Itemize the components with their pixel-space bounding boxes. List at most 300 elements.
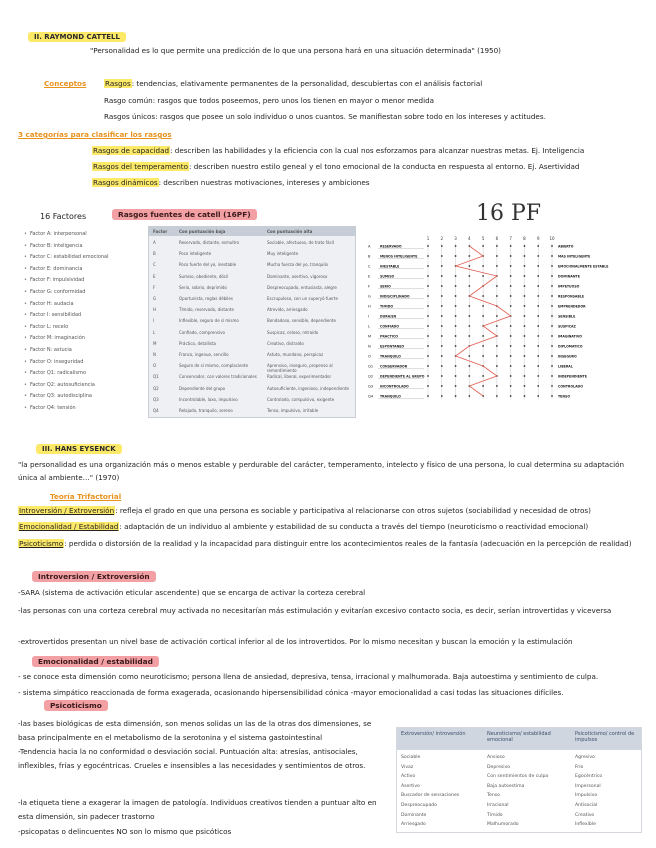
pf-high-label: EMPRENDEDOR [558, 304, 586, 309]
pf-dot [496, 265, 498, 267]
pf-dot [482, 345, 484, 347]
pf-row-index: C [368, 264, 371, 269]
pf-dot [510, 325, 512, 327]
pf-dot [551, 355, 553, 357]
factor-item: • Factor G: conformidad [24, 289, 85, 295]
psi-item-4: -psicopatas o delincuentes NO son lo mismo que psicóticos [18, 827, 232, 836]
eysenck-trait-cell: Tímido [487, 812, 503, 818]
cattell-quote: "Personalidad es lo que permite una predicción de lo que una persona hará en una situación determinada" (1950) [90, 46, 501, 55]
pf-low-label: TIMIDO [380, 304, 394, 309]
pf-dot [510, 245, 512, 247]
pf-dot [537, 325, 539, 327]
pf-dot [455, 255, 457, 257]
fuentes-factor-cell: Q1 [153, 374, 159, 380]
fuentes-factor-cell: N [153, 352, 156, 357]
pf-dot [524, 375, 526, 377]
pf-low-label: TRANQUILO [380, 394, 401, 399]
pf-dot [482, 245, 484, 247]
pf-dot [496, 245, 498, 247]
pf-dot [468, 355, 470, 357]
fuentes-low-cell: Relajado, tranquilo, sereno [179, 408, 233, 413]
pf-dot [524, 385, 526, 387]
pf-dot [551, 345, 553, 347]
pf-dot [551, 385, 553, 387]
pf-dot [551, 315, 553, 317]
pf-dot [427, 385, 429, 387]
pf-dot [468, 255, 470, 257]
factor-item: • Factor O: inseguridad [24, 359, 83, 365]
pf-dot [537, 265, 539, 267]
pf-low-label: RESERVADO [380, 244, 402, 249]
factor-item: • Factor N: astucia [24, 347, 72, 353]
pf-dot [468, 335, 470, 337]
psi-item-2: -Tendencia hacia la no conformidad o desviación social. Puntuación alta: atresías, antisociales, inflexibles, frías y egocéntricas. Crueles e insensibles a las necesidades y sentimientos de otros. [18, 747, 366, 771]
fuentes-high-cell: Mucha fuerza del yo, tranquilo [267, 262, 328, 268]
pf-dot [496, 365, 498, 367]
fuentes-high-cell: Bondadoso, sensible, dependiente [267, 318, 336, 324]
fuentes-low-cell: Serio, sobrio, deprimido [179, 284, 227, 290]
pf-dot [427, 315, 429, 317]
pf-high-label: CONTROLADO [558, 384, 583, 389]
fuentes-low-cell: Sumiso, obediente, dócil [179, 273, 229, 279]
pf-dot [482, 315, 484, 317]
pf-low-label: MENOS INTELIGENTE [380, 254, 418, 259]
pf-high-label: IMAGINATIVO [558, 334, 582, 339]
fuentes-factor-cell: E [153, 273, 156, 279]
pf-dot [427, 375, 429, 377]
factor-item: • Factor Q4: tensión [24, 405, 76, 411]
pf-dot [537, 345, 539, 347]
pf-row-index: A [368, 244, 371, 249]
pf-dot [510, 305, 512, 307]
pf-dot [537, 255, 539, 257]
eysenck-trait-cell: Impersonal [575, 783, 601, 789]
eysenck-trait-cell: Creativo [575, 812, 595, 818]
fuentes-table [148, 226, 356, 418]
fuentes-low-cell: Práctico, detallista [179, 340, 216, 346]
pf-dot [524, 265, 526, 267]
pf-dot [510, 375, 512, 377]
factor-item: • Factor E: dominancia [24, 266, 82, 272]
pf-dot [427, 255, 429, 257]
pf-dot [441, 335, 443, 337]
pf-dot [441, 285, 443, 287]
pf-high-label: DIPLOMATICO [558, 344, 583, 349]
fuentes-header-high: Con puntuación alta [267, 229, 313, 234]
pf-dot [441, 305, 443, 307]
eysenck-trait-cell: Baja autoestima [487, 783, 525, 789]
fuentes-low-cell: Poco inteligente [179, 251, 212, 257]
pf-dot [524, 365, 526, 367]
rasgos-unicos: Rasgos únicos: rasgos que posee un solo individuo o unos cuantos. Se manifiestan sobre todo en los intereses y actitudes. [104, 112, 546, 121]
pf-row-index: H [368, 304, 371, 309]
pf-dot [441, 315, 443, 317]
fuentes-high-cell: Tenso, impulsivo, irritable [267, 408, 319, 413]
eysenck-trait-cell: Antisocial [575, 803, 598, 808]
pf-dot [537, 275, 539, 277]
pf-chart [366, 232, 609, 412]
pf-dot [427, 335, 429, 337]
pf-dot [551, 295, 553, 297]
pf-dot [441, 275, 443, 277]
pf-dot [524, 255, 526, 257]
pf-dot [427, 295, 429, 297]
pf-dot [510, 345, 512, 347]
pf-dot [441, 325, 443, 327]
pf-dot [468, 365, 470, 367]
pf-low-label: CONSERVADOR [380, 364, 408, 369]
pf-row-index: Q1 [368, 364, 374, 369]
pf-dot [455, 335, 457, 337]
fuentes-high-cell: Radical, liberal, experimentador [267, 374, 332, 380]
emo-item-2: - sistema simpático reaccionada de forma exagerada, ocasionando hipersensibilidad cónica -mayor emocionalidad a casi todas las situaciones difíciles. [18, 688, 564, 697]
pf-scale-label: 6 [495, 236, 499, 241]
pf-dot [524, 305, 526, 307]
pf-dot [427, 245, 429, 247]
eysenck-trait-cell: Irracional [487, 803, 509, 808]
pf-dot [537, 365, 539, 367]
pf-dot [427, 325, 429, 327]
fuentes-factor-cell: I [153, 318, 155, 324]
fuentes-high-cell: Aprensivo, inseguro, propenso al remordimiento [267, 363, 333, 374]
factor-item: • Factor H: audacia [24, 301, 74, 307]
pf-row-index: M [368, 334, 372, 339]
fuentes-high-cell: Sociable, afectuoso, de trato fácil [267, 240, 335, 245]
eysenck-trait-cell: Frío [575, 764, 584, 770]
fuentes-high-cell: Despreocupado, entusiasta, alegre [267, 284, 337, 290]
fuentes-factor-cell: M [153, 340, 157, 346]
ext-item-1: -SARA (sistema de activación eticular ascendente) que se encarga de activar la corteza cerebral [18, 588, 366, 597]
pf-scale-label: 5 [481, 236, 485, 241]
pf-dot [524, 325, 526, 327]
fuentes-high-cell: Creativo, distraído [267, 340, 304, 346]
pf-dot [468, 305, 470, 307]
cattell-heading: II. RAYMOND CATTELL [28, 32, 126, 42]
pf-low-label: SERIO [380, 284, 391, 289]
pf-dot [455, 295, 457, 297]
rasgos-temperamento: Rasgos del temperamento: describen nuestro estilo geneal y el tono emocional de la conducta en respuesta al entorno. Ej. Asertividad [93, 162, 580, 171]
pf-low-label: CONFIADO [380, 324, 399, 329]
emo-item-1: - se conoce esta dimensión como neuroticismo; persona llena de ansiedad, depresiva, tensa, irracional y malhumorada. Baja autoestima y sentimiento de culpa. [18, 672, 599, 681]
pf-high-label: DOMINANTE [558, 274, 580, 279]
conceptos-label: Conceptos [44, 79, 87, 88]
ept-header-extraversion: Extroversión/ introversión [401, 731, 466, 737]
eysenck-trait-cell: Inflexible [575, 822, 596, 828]
pf-dot [524, 335, 526, 337]
pf-high-label: EMOCIONALMENTE ESTABLE [558, 264, 609, 269]
pf-low-label: PRACTICO [380, 334, 399, 339]
factor-item: • Factor Q3: autodisciplina [24, 393, 92, 399]
factor-item: • Factor B: inteligencia [24, 243, 83, 249]
pf-dot [496, 385, 498, 387]
pf-dot [427, 265, 429, 267]
pf-dot [455, 365, 457, 367]
pf-dot [482, 275, 484, 277]
pf-high-label: RESPONSABLE [558, 294, 585, 299]
pf-dot [455, 325, 457, 327]
eysenck-trait-cell: Agresivo [575, 755, 595, 760]
pf-low-label: DURA/EN [380, 314, 397, 319]
pf-dot [551, 245, 553, 247]
pf-row-index: Q3 [368, 384, 374, 389]
pf-dot [537, 295, 539, 297]
factor-item: • Factor L: recelo [24, 324, 68, 330]
pf-dot [496, 325, 498, 327]
pf-low-label: TRANQUILO [380, 354, 401, 359]
pf-dot [441, 395, 443, 397]
eysenck-trait-cell: Depresivo [487, 764, 511, 770]
fuentes-low-cell: Conservador, con valores tradicionales [179, 374, 257, 380]
pf-high-label: SUSPICAZ [558, 324, 576, 329]
pf-dot [427, 345, 429, 347]
pf-high-label: INSEGURO [558, 354, 577, 359]
pf-dot [551, 395, 553, 397]
pf-dot [468, 315, 470, 317]
pf-dot [468, 285, 470, 287]
pf-row-index: F [368, 284, 371, 289]
pf-low-label: INCONTROLADO [380, 384, 409, 389]
pf-dot [496, 295, 498, 297]
pf-dot [455, 315, 457, 317]
fuentes-low-cell: Tímido, reservado, distante [179, 307, 234, 313]
pf-dot [441, 375, 443, 377]
pf-scale-label: 1 [426, 236, 430, 241]
pf-dot [510, 355, 512, 357]
eysenck-traits-table [396, 727, 642, 833]
pf-row-index: G [368, 294, 371, 299]
eysenck-heading: III. HANS EYSENCK [36, 444, 122, 454]
eysenck-trait-cell: Impulsivo [575, 793, 598, 799]
sec-emocionalidad: Emocionalidad / estabilidad [32, 657, 159, 666]
pf-dot [537, 395, 539, 397]
pf-row-index: O [368, 354, 371, 359]
psi-item-3: -la etiqueta tiene a exagerar la imagen de patología. Individuos creativos tienden a puntuar alto en esta dimensión, sin padecer trastorno [18, 798, 377, 822]
pf-high-label: INDEPENDIENTE [558, 374, 587, 379]
fuentes-factor-cell: F [153, 284, 156, 290]
pf-dot [441, 255, 443, 257]
pf-dot [537, 385, 539, 387]
ept-header-neuroticismo: Neuroticismo/ estabilidad emocional [487, 731, 551, 743]
pf-dot [427, 285, 429, 287]
eysenck-trait-cell: Malhumorado [487, 822, 519, 828]
eysenck-trait-cell: Despreocupado [401, 803, 437, 808]
fuentes-low-cell: Poco fuerte del yo, inestable [179, 262, 237, 268]
pf-dot [524, 285, 526, 287]
pf-scale-label: 4 [468, 236, 471, 241]
pf-dot [496, 355, 498, 357]
fuentes-low-cell: Reservado, distante, esmultro [179, 240, 240, 245]
psi-item-1: -las bases biológicas de esta dimensión, son menos solidas un las de la otras dos dimensiones, se basa principalmente en el metabolismo de la serotonina y el sistema gastointestinal [18, 719, 372, 743]
pf-dot [524, 345, 526, 347]
rasgos-definition: Rasgos: tendencias, elativamente permanentes de la personalidad, descubiertas con el análisis factorial [105, 79, 483, 88]
fuentes-low-cell: Confiado, comprensivo [179, 329, 225, 335]
factor-item: • Factor F: impulsividad [24, 277, 84, 283]
factor-item: • Factor C: estabilidad emocional [24, 254, 109, 260]
pf-dot [551, 285, 553, 287]
factor-item: • Factor Q1: radicalismo [24, 370, 86, 376]
pf-dot [496, 345, 498, 347]
eysenck-trait-cell: Activo [401, 774, 416, 780]
eysenck-quote: "la personalidad es una organización más o menos estable y perdurable del carácter, temperamento, intelecto y físico de una persona, lo cual determina su adaptación única al ambiente…" (1970) [18, 460, 625, 482]
pf-dot [455, 285, 457, 287]
pf-dot [510, 395, 512, 397]
fuentes-high-cell: Dominante, asertivo, vigoroso [267, 273, 328, 279]
pf-dot [455, 245, 457, 247]
psicoticismo-def: Psicoticismo: perdida o distorsión de la realidad y la incapacidad para distinguir entre los acontecimientos reales de la fantasía (adecuación en la percepción de realidad) [19, 539, 632, 548]
fuentes-factor-cell: B [153, 251, 156, 257]
pf-row-index: N [368, 344, 371, 349]
fuentes-high-cell: Muy inteligente [267, 251, 299, 257]
pf-dot [455, 345, 457, 347]
pf-dot [537, 315, 539, 317]
pf-low-label: SUMISO [380, 274, 395, 279]
pf-dot [524, 315, 526, 317]
pf-dot [468, 325, 470, 327]
pf-dot [510, 265, 512, 267]
pf-scale-label: 2 [440, 236, 444, 241]
fuentes-high-cell: Atrevido, arriesgado [267, 307, 308, 313]
fuentes-header-factor: Factor [153, 229, 168, 234]
fuentes-factor-cell: Q2 [153, 385, 159, 391]
fuentes-low-cell: Dependiente del grupo [179, 385, 226, 391]
fuentes-factor-cell: H [153, 307, 157, 313]
pf-dot [455, 385, 457, 387]
pf-dot [537, 245, 539, 247]
eysenck-trait-cell: Buscador de sensaciones [401, 793, 460, 799]
ext-item-2: -las personas con una corteza cerebral muy activada no necesitarían más estimulación y evitarían excesivo contacto socia, es decir, serían introvertidas y viceversa [18, 606, 612, 615]
pf-high-label: MAS INTELIGENTE [558, 254, 591, 259]
pf-low-label: INDISCIPLINADO [380, 294, 410, 299]
factor-item: • Factor Q2: autosuficiencia [24, 382, 95, 388]
pf-high-label: IMPETUOSO [558, 284, 580, 289]
pf-dot [427, 305, 429, 307]
pf-dot [551, 375, 553, 377]
pf-dot [455, 395, 457, 397]
categorias-label: 3 categorías para clasificar los rasgos [18, 130, 172, 139]
fuentes-factor-cell: O [153, 363, 157, 369]
pf-dot [468, 265, 470, 267]
fuentes-factor-cell: G [153, 296, 157, 301]
fuentes-high-cell: Autosuficiente, ingenioso, independiente [267, 385, 349, 391]
pf-dot [537, 375, 539, 377]
pf-dot [427, 365, 429, 367]
pf-dot [510, 335, 512, 337]
pf-dot [551, 335, 553, 337]
ept-header-psicoticismo: Psicoticismo/ control de impulsos [575, 731, 635, 743]
eysenck-trait-cell: Con sentimientos de culpa [487, 774, 549, 780]
pf-dot [482, 305, 484, 307]
pf-profile-svg [366, 232, 609, 412]
pf-scale-label: 10 [549, 236, 555, 241]
pf-dot [496, 395, 498, 397]
pf-low-label: DEPENDIENTE AL GRUPO [380, 374, 425, 379]
pf-dot [482, 335, 484, 337]
eysenck-trait-cell: Dominante [401, 812, 427, 818]
eysenck-trait-cell: Vivaz [401, 764, 414, 770]
fuentes-high-cell: Controlado, compulsivo, exigente [267, 396, 335, 402]
pf-low-label: INESTABLE [380, 264, 400, 269]
fuentes-factor-cell: L [153, 329, 156, 335]
eysenck-trait-cell: Asertivo [401, 783, 420, 789]
pf-scale-label: 7 [509, 236, 512, 241]
fuentes-low-cell: Franco, ingenuo, sencillo [179, 352, 229, 357]
pf-dot [551, 305, 553, 307]
pf-low-label: ESPONTANEO [380, 344, 405, 349]
pf-dot [455, 275, 457, 277]
pf-dot [510, 365, 512, 367]
pf-dot [510, 285, 512, 287]
pf-dot [551, 255, 553, 257]
pf-dot [524, 275, 526, 277]
pf-dot [496, 285, 498, 287]
fuentes-high-cell: Suspicaz, celoso, retraído [267, 329, 319, 335]
pf-dot [496, 315, 498, 317]
pf-dot [441, 355, 443, 357]
eysenck-trait-cell: Arriesgado [401, 822, 426, 828]
eysenck-trait-cell: Egocéntrico [575, 774, 603, 780]
extraversion-def: Introversión / Extroversión: refleja el grado en que una persona es sociable y participativa al relacionarse con otros sujetos (sociabilidad y necesidad de otros) [19, 506, 591, 515]
pf-dot [427, 395, 429, 397]
pf-dot [551, 275, 553, 277]
fuentes-high-cell: Astuto, mundano, perspicaz [267, 352, 324, 357]
pf-dot [468, 375, 470, 377]
pf-dot [427, 275, 429, 277]
pf-dot [537, 305, 539, 307]
pf-dot [468, 395, 470, 397]
factor-item: • Factor I: sensibilidad [24, 312, 81, 318]
rasgo-comun: Rasgo común: rasgos que todos poseemos, pero unos los tienen en mayor o menor medida [104, 96, 435, 105]
pf-dot [551, 265, 553, 267]
pf-row-index: Q4 [368, 394, 374, 399]
fuentes-low-cell: Inflexible, seguro de sí mismo [179, 318, 239, 324]
eysenck-trait-cell: Tenso [487, 793, 500, 799]
ext-item-3: -extrovertidos presentan un nivel base de activación cortical inferior al de los introvertidos. Por lo mismo necesitan y buscan la emoción y la estimulación [18, 637, 573, 646]
pf-dot [537, 355, 539, 357]
pf-dot [482, 385, 484, 387]
fuentes-title: Rasgos fuentes de catell (16PF) [112, 210, 257, 219]
pf-dot [441, 385, 443, 387]
sec-psicoticismo: Psicoticismo [44, 701, 108, 710]
eysenck-trait-cell: Ansioso [487, 755, 505, 760]
fuentes-header-low: Con puntuación baja [179, 229, 226, 234]
pf-dot [427, 355, 429, 357]
fuentes-low-cell: Seguro de sí mismo, complaciente [179, 363, 249, 369]
pf-dot [455, 375, 457, 377]
pf-high-label: ABIERTO [558, 244, 574, 249]
fuentes-factor-cell: Q4 [153, 408, 159, 413]
pf-scale-label: 3 [454, 236, 457, 241]
pf-dot [441, 245, 443, 247]
pf-dot [510, 385, 512, 387]
pf-dot [441, 365, 443, 367]
pf-dot [524, 355, 526, 357]
pf-dot [441, 345, 443, 347]
factor-item: • Factor A: interpersonal [24, 231, 87, 237]
pf-dot [482, 375, 484, 377]
pf-dot [441, 265, 443, 267]
factores-title: 16 Factores [40, 212, 87, 221]
pf-dot [524, 395, 526, 397]
pf-row-index: Q2 [368, 374, 374, 379]
sec-extraversion: Introversion / Extroversión [32, 572, 156, 581]
pf-dot [537, 335, 539, 337]
pf-dot [441, 295, 443, 297]
fuentes-high-cell: Escrupuloso, con un superyó fuerte [267, 296, 338, 301]
pf-dot [482, 295, 484, 297]
rasgos-dinamicos: Rasgos dinámicos: describen nuestras motivaciones, intereses y ambiciones [93, 178, 370, 187]
pf-high-label: SENSIBLE [558, 314, 576, 319]
pf-dot [510, 255, 512, 257]
